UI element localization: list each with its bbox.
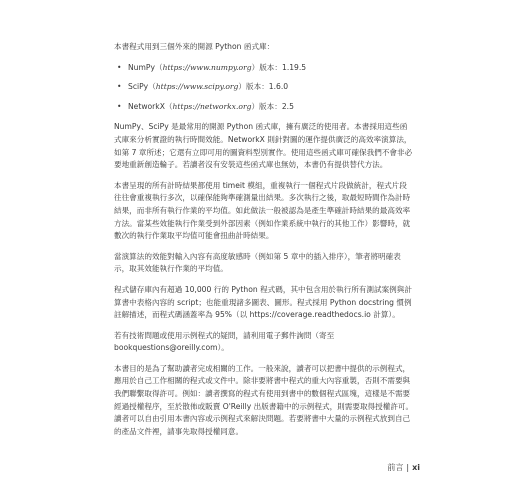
paragraph-repository: 程式儲存庫內有超過 10,000 行的 Python 程式碼，其中包含用於執行所有測試案例與計算書中表格內容的 script；也能重現諸多圖表、圖形。程式採用 Python docstring 慣例註解描述，而程式碼涵蓋率為 95%（以 https://coverage.readthedocs.io 計算）。 bbox=[114, 284, 412, 320]
paragraph-timing: 本書呈現的所有計時結果都使用 timeit 模組，重複執行一個程式片段做統計，程式片段往往會重複執行多次，以確保能夠準確測量出結果。多次執行之後，取最短時間作為計時結果，而非所有執行作業的平均值。如此做法一般被認為是產生準確計時結果的最高效率方法。當某些效能執行作業受到外部因素（例如作業系統中執行的其他工作）影響時，就數次的執行作業取平均值可能會扭曲計時結果。 bbox=[114, 180, 411, 241]
library-name: NumPy bbox=[128, 62, 155, 72]
page-number: xi bbox=[412, 463, 420, 472]
footer-section: 前言 bbox=[387, 463, 404, 472]
library-version: 版本：2.5 bbox=[259, 101, 294, 111]
list-item: • NetworkX（https://networkx.org）版本：2.5 bbox=[114, 101, 414, 114]
paragraph-libraries: NumPy、SciPy 是最常用的開源 Python 函式庫，擁有廣泛的使用者。本書採用這些函式庫來分析實證的執行時間效能。NetworkX 則針對圖的運作提供廣泛的高效率演算法，如第 7 章所述；它還有立即可用的圖資料型別實作。使用這些函式庫可確保我們不會非必要地重新創造輪子。若讀者沒有安裝這些函式庫也無妨，本書仍有提供替代方法。 bbox=[114, 122, 413, 170]
libraries-intro: 本書程式用到三個外來的開源 Python 函式庫： bbox=[114, 42, 275, 51]
library-version: 版本：1.19.5 bbox=[259, 62, 307, 72]
paragraph-contact: 若有技術問題或使用示例程式的疑問，請利用電子郵件詢問（寄至 bookquestions@oreilly.com）。 bbox=[114, 330, 335, 353]
library-url[interactable]: https://www.numpy.org bbox=[162, 62, 252, 72]
library-version: 版本：1.6.0 bbox=[246, 82, 289, 92]
library-list bbox=[114, 62, 414, 114]
library-name: NetworkX bbox=[128, 101, 165, 111]
library-url[interactable]: https://networkx.org bbox=[172, 101, 252, 111]
page-footer bbox=[387, 462, 420, 473]
paragraph-permissions: 本書目的是為了幫助讀者完成相關的工作。一般來說，讀者可以把書中提供的示例程式，應用於自己工作相關的程式或文件中。除非要將書中程式的重大內容重製，否則不需要與我們聯繫取得許可。例如：讀者撰寫的程式有使用到書中的數個程式區塊，這樣是不需要經過授權程序，至於散佈或販賣 O'Reilly 出版書籍中的示例程式，則需要取得授權許可。讀者可以自由引用本書內容或示例程式來解決問題。若要將書中大量的示例程式放到自己的產品文件裡，請事先取得授權同意。 bbox=[114, 363, 414, 436]
library-name: SciPy bbox=[128, 82, 149, 92]
footer-separator: | bbox=[406, 463, 410, 472]
paragraph-sensitivity: 當演算法的效能對輸入內容有高度敏感時（例如第 5 章中的插入排序），筆者將明確表示，取其效能執行作業的平均值。 bbox=[114, 251, 401, 274]
list-item: • SciPy（https://www.scipy.org）版本：1.6.0 bbox=[114, 81, 414, 94]
library-url[interactable]: https://www.scipy.org bbox=[155, 82, 239, 92]
page-body bbox=[114, 41, 414, 446]
list-item: • NumPy（https://www.numpy.org）版本：1.19.5 bbox=[114, 62, 414, 75]
